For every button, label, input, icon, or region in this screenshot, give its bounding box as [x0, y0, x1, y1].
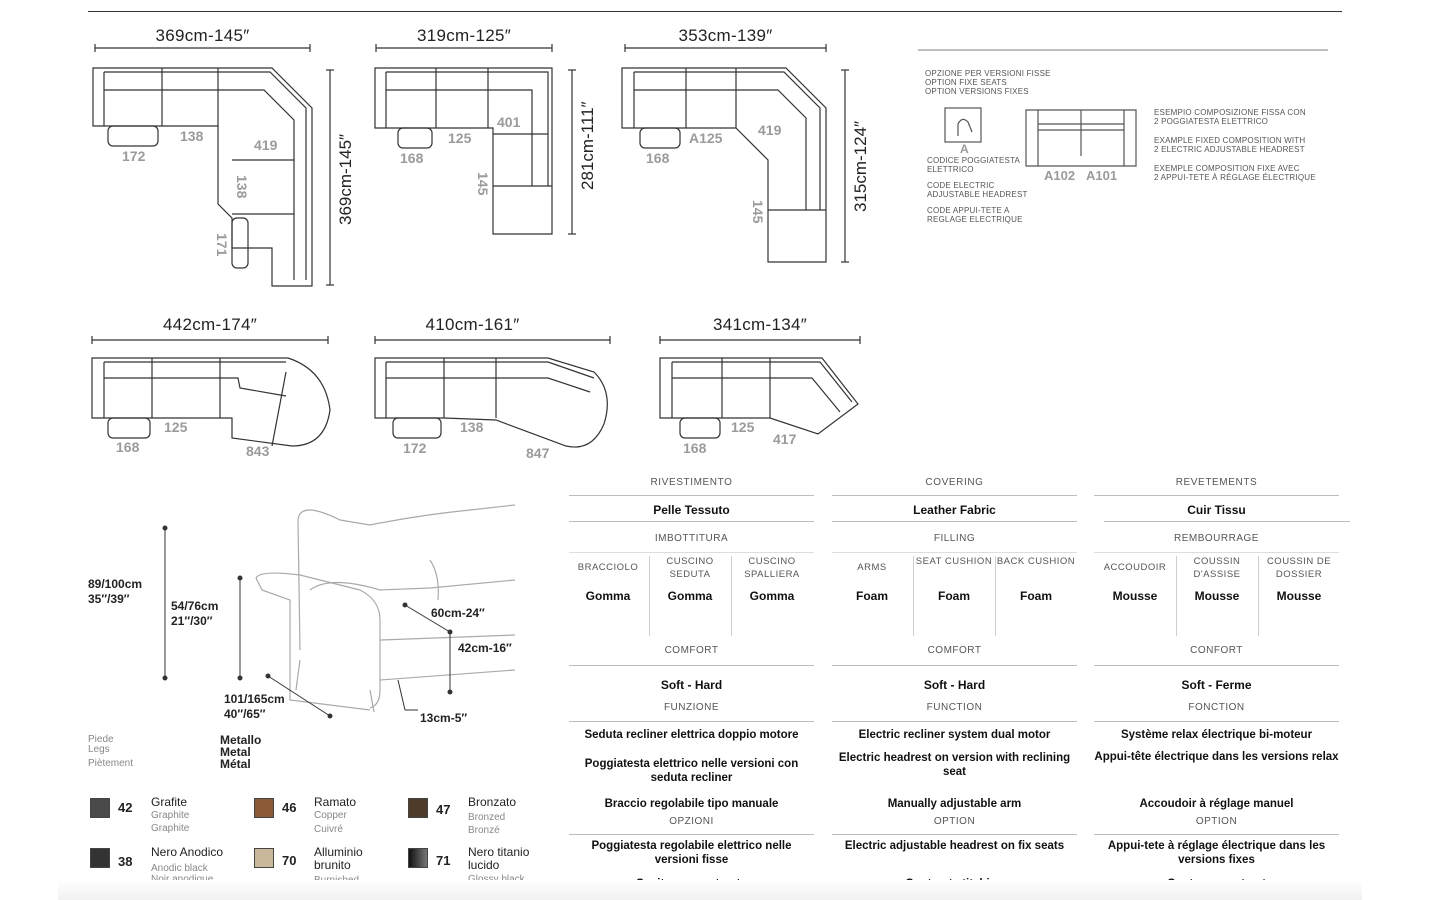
module-code: 419: [758, 122, 782, 138]
module-code: 843: [246, 443, 270, 459]
module-code: 168: [116, 439, 140, 455]
example-code: A102: [1044, 168, 1076, 183]
filling-part-value: Gomma: [749, 589, 795, 603]
comfort-value: Soft - Hard: [660, 678, 723, 692]
legs-values: Metallo Metal Métal: [220, 733, 262, 771]
module-code: A125: [689, 130, 723, 146]
legend-codes: CODICE POGGIATESTA ELETTRICO CODE ELECTRIC ADJUSTABLE HEADREST CODE APPUI-TETE A REGLAGE ELECTRIQUE: [927, 156, 1028, 224]
module-code: 419: [254, 137, 278, 153]
module-code: 847: [526, 445, 550, 461]
function-item: Système relax électrique bi-moteur: [1120, 729, 1313, 741]
column-divider: [1258, 556, 1259, 636]
measure-seat-height: 42cm-16″: [458, 641, 512, 655]
column-divider: [1176, 556, 1177, 636]
bottom-band: [58, 880, 1362, 900]
module-code: 401: [497, 114, 521, 130]
module-code: 138: [460, 419, 484, 435]
example-code: A101: [1086, 168, 1118, 183]
divider: [1094, 721, 1339, 722]
divider: [569, 495, 814, 496]
c2-width: 319cm-125″: [416, 26, 512, 45]
module-code: 168: [683, 440, 707, 456]
module-code: 138: [180, 128, 204, 144]
function-header: FUNZIONE: [663, 702, 720, 713]
filling-part-label: COUSSIN D'ASSISE: [1193, 556, 1241, 580]
measure-height: 89/100cm 35″/39″: [88, 577, 143, 606]
divider: [1094, 552, 1339, 553]
divider: [1094, 495, 1339, 496]
covering-header: RIVESTIMENTO: [650, 477, 733, 488]
measure-seat-depth: 60cm-24″: [431, 606, 485, 620]
function-item: Manually adjustable arm: [887, 798, 1022, 810]
swatch-color: [90, 798, 110, 818]
divider: [832, 834, 1077, 835]
r2-width: 410cm-161″: [425, 315, 520, 334]
r1-width: 442cm-174″: [162, 315, 258, 334]
column-divider: [995, 556, 996, 636]
filling-part-label: ACCOUDOIR: [1103, 562, 1167, 573]
function-item: Seduta recliner elettrica doppio motore: [584, 729, 799, 741]
column-divider: [913, 556, 914, 636]
comfort-value: Soft - Ferme: [1181, 678, 1252, 692]
column-divider: [649, 556, 650, 636]
filling-part-label: ARMS: [857, 562, 887, 573]
function-header: FONCTION: [1188, 702, 1245, 713]
divider: [569, 721, 814, 722]
filling-part-label: CUSCINO SEDUTA: [666, 556, 714, 580]
module-code: 171: [214, 233, 230, 257]
function-header: FUNCTION: [926, 702, 983, 713]
filling-part-value: Gomma: [667, 589, 713, 603]
module-code: 172: [122, 148, 146, 164]
divider: [832, 552, 1077, 553]
divider: [832, 721, 1077, 722]
c3-width: 353cm-139″: [678, 26, 773, 45]
divider: [1104, 521, 1350, 522]
swatch-color: [408, 848, 428, 868]
filling-part-label: SEAT CUSHION: [915, 556, 993, 567]
module-code: 145: [475, 172, 491, 196]
legend-a-label: A: [960, 142, 969, 156]
filling-header: FILLING: [933, 533, 976, 544]
function-item: Accoudoir à réglage manuel: [1139, 798, 1294, 810]
filling-part-value: Mousse: [1194, 589, 1240, 603]
filling-part-value: Mousse: [1276, 589, 1322, 603]
filling-part-value: Gomma: [585, 589, 631, 603]
comfort-header: CONFORT: [1190, 645, 1243, 656]
c3-height: 315cm-124″: [851, 120, 870, 212]
c2-height: 281cm-111″: [578, 101, 597, 190]
covering-header: REVETEMENTS: [1175, 477, 1258, 488]
module-code: 417: [773, 431, 797, 447]
module-code: 172: [403, 440, 427, 456]
comfort-header: COMFORT: [927, 645, 982, 656]
measure-depth: 101/165cm 40″/65″: [224, 692, 285, 721]
legend-example: ESEMPIO COMPOSIZIONE FISSA CON 2 POGGIATESTA ELETTRICO EXAMPLE FIXED COMPOSITION WITH 2 ELECTRIC ADJUSTABLE HEADREST EXEMPLE COMPOSITION FIXE AVEC 2 APPUI-TETE À RÉGLAGE ÉLECTRIQUE: [1154, 108, 1316, 182]
r3-width: 341cm-134″: [712, 315, 808, 334]
swatch-color: [408, 798, 428, 818]
module-code: 125: [448, 130, 472, 146]
filling-part-value: Foam: [855, 589, 888, 603]
module-code: 168: [646, 150, 670, 166]
filling-part-label: BRACCIOLO: [577, 562, 639, 573]
module-code: 125: [164, 419, 188, 435]
module-code: 168: [400, 150, 424, 166]
filling-part-label: COUSSIN DE DOSSIER: [1266, 556, 1332, 580]
legs-labels: Piede Legs Piètement: [88, 734, 134, 769]
function-item: Electric recliner system dual motor: [858, 729, 1051, 741]
options-header: OPZIONI: [669, 816, 714, 827]
filling-part-value: Foam: [1019, 589, 1052, 603]
function-item: Appui-tête électrique dans les versions relax: [1094, 751, 1339, 763]
filling-part-label: CUSCINO SPALLIERA: [744, 556, 800, 580]
filling-part-value: Mousse: [1112, 589, 1158, 603]
module-code: 145: [750, 200, 766, 224]
covering-value: Cuir Tissu: [1187, 503, 1246, 517]
swatch-color: [254, 848, 274, 868]
legend-options: OPZIONE PER VERSIONI FISSE OPTION FIXE SEATS OPTION VERSIONS FIXES: [925, 69, 1051, 96]
function-item: Braccio regolabile tipo manuale: [604, 798, 779, 810]
divider: [832, 665, 1077, 666]
comfort-value: Soft - Hard: [923, 678, 986, 692]
covering-header: COVERING: [925, 477, 984, 488]
divider: [1094, 834, 1339, 835]
swatch-color: [254, 798, 274, 818]
comfort-header: COMFORT: [664, 645, 719, 656]
function-item: Poggiatesta elettrico nelle versioni con seduta recliner: [584, 758, 799, 784]
filling-part-value: Foam: [937, 589, 970, 603]
divider: [569, 665, 814, 666]
option-item: Poggiatesta regolabile elettrico nelle versioni fisse: [591, 840, 792, 866]
measure-leg: 13cm-5″: [420, 711, 468, 725]
divider: [832, 495, 1077, 496]
filling-header: REMBOURRAGE: [1174, 533, 1259, 544]
divider: [1094, 665, 1339, 666]
c1-width: 369cm-145″: [155, 26, 250, 45]
module-code: 125: [731, 419, 755, 435]
divider: [569, 521, 814, 522]
divider: [569, 834, 814, 835]
options-header: OPTION: [1195, 816, 1238, 827]
divider: [569, 552, 814, 553]
covering-value: Leather Fabric: [913, 503, 996, 517]
option-item: Appui-tete à réglage électrique dans les versions fixes: [1107, 840, 1326, 866]
module-code: 138: [234, 175, 250, 199]
measure-arm-height: 54/76cm 21″/30″: [171, 599, 219, 628]
option-item: Electric adjustable headrest on fix seats: [844, 840, 1065, 852]
column-divider: [731, 556, 732, 636]
covering-value: Pelle Tessuto: [653, 503, 730, 517]
divider: [832, 521, 1077, 522]
c1-height: 369cm-145″: [336, 133, 355, 225]
filling-part-label: BACK CUSHION: [996, 556, 1076, 567]
options-header: OPTION: [933, 816, 976, 827]
filling-header: IMBOTTITURA: [654, 533, 729, 544]
function-item: Electric headrest on version with reclining seat: [838, 752, 1071, 778]
swatch-color: [90, 848, 110, 868]
